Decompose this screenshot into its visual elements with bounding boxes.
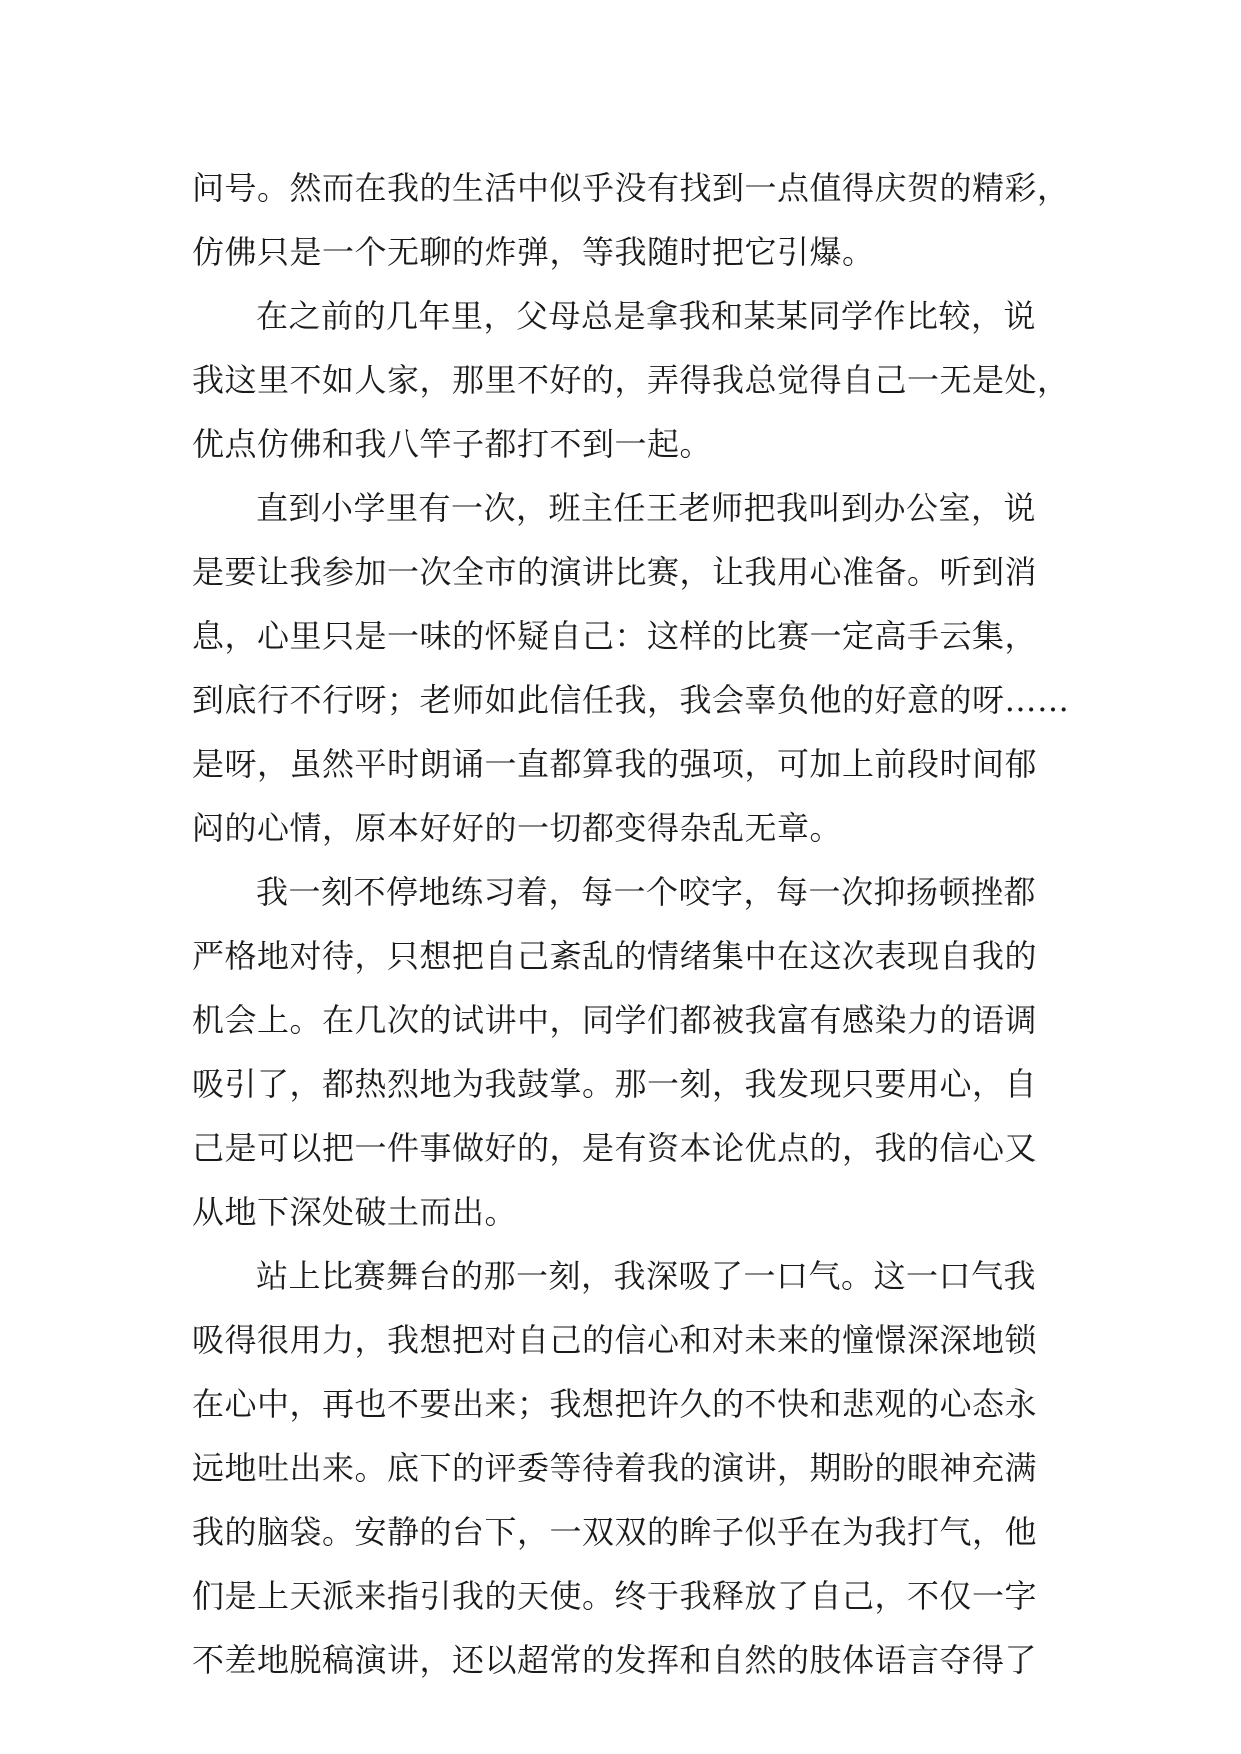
text-line: 是呀，虽然平时朗诵一直都算我的强项，可加上前段时间郁 xyxy=(192,745,1038,783)
text-line: 优点仿佛和我八竿子都打不到一起。 xyxy=(192,425,713,463)
text-line: 我的脑袋。安静的台下，一双双的眸子似乎在为我打气，他 xyxy=(192,1513,1038,1551)
text-line: 机会上。在几次的试讲中，同学们都被我富有感染力的语调 xyxy=(192,1001,1038,1039)
text-line: 我一刻不停地练习着，每一个咬字，每一次抑扬顿挫都 xyxy=(256,873,1037,911)
text-line: 在之前的几年里，父母总是拿我和某某同学作比较，说 xyxy=(256,297,1037,335)
text-line: 闷的心情，原本好好的一切都变得杂乱无章。 xyxy=(192,809,843,847)
text-line: 吸引了，都热烈地为我鼓掌。那一刻，我发现只要用心，自 xyxy=(192,1065,1038,1103)
text-line: 是要让我参加一次全市的演讲比赛，让我用心准备。听到消 xyxy=(192,553,1038,591)
text-line: 到底行不行呀；老师如此信任我，我会辜负他的好意的呀…… xyxy=(192,681,1070,719)
essay-body xyxy=(192,156,1072,1692)
text-line: 站上比赛舞台的那一刻，我深吸了一口气。这一口气我 xyxy=(256,1257,1037,1295)
text-line: 我这里不如人家，那里不好的，弄得我总觉得自己一无是处， xyxy=(192,361,1070,399)
text-line: 不差地脱稿演讲，还以超常的发挥和自然的肢体语言夺得了 xyxy=(192,1641,1038,1679)
text-line: 息，心里只是一味的怀疑自己：这样的比赛一定高手云集， xyxy=(192,617,1038,655)
text-line: 问号。然而在我的生活中似乎没有找到一点值得庆贺的精彩， xyxy=(192,169,1070,207)
text-line: 吸得很用力，我想把对自己的信心和对未来的憧憬深深地锁 xyxy=(192,1321,1038,1359)
text-line: 己是可以把一件事做好的，是有资本论优点的，我的信心又 xyxy=(192,1129,1038,1167)
text-line: 在心中，再也不要出来；我想把许久的不快和悲观的心态永 xyxy=(192,1385,1038,1423)
text-line: 们是上天派来指引我的天使。终于我释放了自己，不仅一字 xyxy=(192,1577,1038,1615)
text-line: 严格地对待，只想把自己紊乱的情绪集中在这次表现自我的 xyxy=(192,937,1038,975)
paragraph xyxy=(192,1244,1072,1692)
text-line: 远地吐出来。底下的评委等待着我的演讲，期盼的眼神充满 xyxy=(192,1449,1038,1487)
paragraph xyxy=(192,284,1072,476)
paragraph xyxy=(192,476,1072,860)
text-line: 直到小学里有一次，班主任王老师把我叫到办公室，说 xyxy=(256,489,1037,527)
text-line: 仿佛只是一个无聊的炸弹，等我随时把它引爆。 xyxy=(192,233,875,271)
paragraph xyxy=(192,156,1072,284)
paragraph xyxy=(192,860,1072,1244)
text-line: 从地下深处破土而出。 xyxy=(192,1193,518,1231)
